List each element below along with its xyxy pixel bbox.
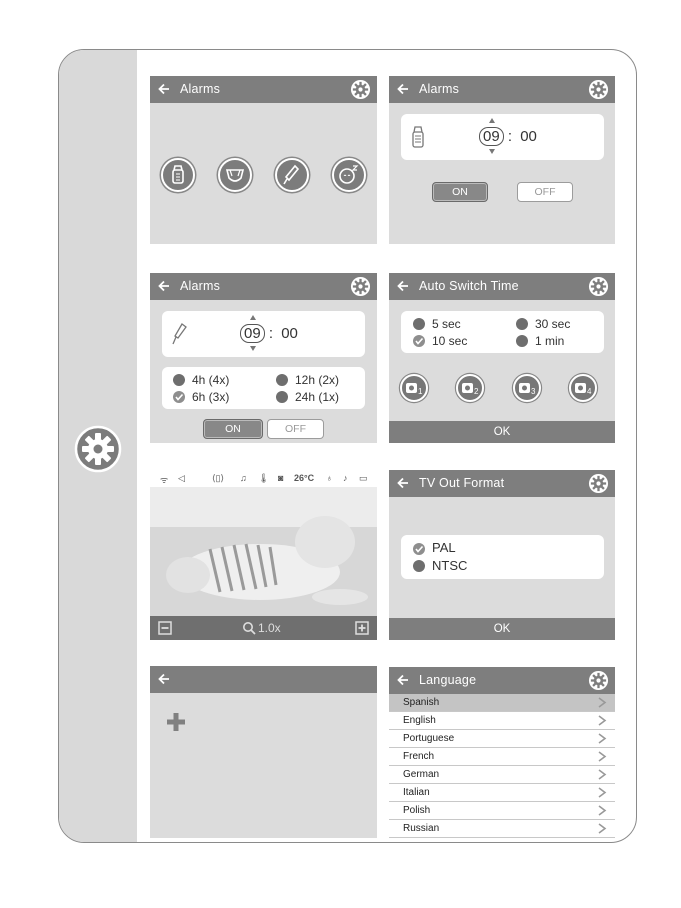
back-arrow-icon[interactable] xyxy=(396,673,410,687)
svg-text:3: 3 xyxy=(531,387,536,396)
time-panel xyxy=(162,311,365,357)
off-button[interactable]: OFF xyxy=(517,182,573,202)
language-label: Russian xyxy=(403,823,440,834)
option-label: 30 sec xyxy=(535,317,571,331)
temperature-readout: 26°C xyxy=(294,473,315,483)
option-label: 4h (4x) xyxy=(192,373,230,387)
language-label: Portuguese xyxy=(403,733,455,744)
radio-dot[interactable] xyxy=(276,374,288,386)
off-button[interactable]: OFF xyxy=(267,419,324,439)
back-arrow-icon[interactable] xyxy=(157,279,171,293)
language-label: English xyxy=(403,715,436,726)
radio-dot[interactable] xyxy=(173,374,185,386)
light-icon: ♁ xyxy=(326,473,333,483)
option-label: 5 sec xyxy=(432,317,461,331)
language-label: German xyxy=(403,769,440,780)
language-item-german[interactable] xyxy=(389,766,615,784)
zoom-bar xyxy=(150,616,377,640)
screen-title: Alarms xyxy=(419,82,460,96)
sleep-icon[interactable] xyxy=(332,158,366,192)
camera-1-button[interactable] xyxy=(400,374,428,402)
ok-button[interactable]: OK xyxy=(389,618,615,640)
time-separator: : xyxy=(507,128,513,145)
alarms-screen xyxy=(150,76,377,244)
screen-title: Language xyxy=(419,673,477,687)
temp-alert-icon: 🌡 xyxy=(258,473,270,483)
radio-dot[interactable] xyxy=(516,318,528,330)
back-arrow-icon[interactable] xyxy=(396,82,410,96)
interval-panel xyxy=(401,311,604,353)
ok-button[interactable]: OK xyxy=(389,421,615,443)
language-item-english[interactable] xyxy=(389,712,615,730)
screen-title: Auto Switch Time xyxy=(419,279,519,293)
mute-icon: ◁ xyxy=(178,473,185,483)
option-label: 24h (1x) xyxy=(295,390,340,404)
check-icon xyxy=(173,391,185,403)
chevron-right-icon xyxy=(597,697,607,708)
magnifier-icon xyxy=(242,621,256,635)
screen-title: TV Out Format xyxy=(419,476,505,490)
bottle-icon[interactable] xyxy=(161,158,195,192)
screen-header xyxy=(389,667,615,694)
section-rail xyxy=(59,50,137,842)
svg-text:4: 4 xyxy=(587,387,592,396)
language-item-italian[interactable] xyxy=(389,784,615,802)
gear-icon[interactable] xyxy=(588,276,609,297)
wifi-icon: ᯤ xyxy=(160,475,169,485)
back-arrow-icon[interactable] xyxy=(157,82,171,96)
option-label: 12h (2x) xyxy=(295,373,340,387)
bottle-icon xyxy=(411,126,425,148)
bottle-alarm-screen xyxy=(389,76,615,244)
zoom-in-icon[interactable] xyxy=(355,621,369,635)
checked-radio[interactable] xyxy=(173,391,185,403)
medicine-alarm-screen xyxy=(150,273,377,443)
radio-dot[interactable] xyxy=(413,560,425,572)
on-button[interactable]: ON xyxy=(432,182,488,202)
alarm-time xyxy=(479,127,537,146)
lullaby-icon: ♪ xyxy=(343,473,348,483)
music-icon: ♫ xyxy=(240,473,247,483)
option-label: 10 sec xyxy=(432,334,468,348)
camera-icon xyxy=(572,377,594,399)
language-item-polish[interactable] xyxy=(389,802,615,820)
screen-header xyxy=(389,273,615,300)
camera-2-button[interactable] xyxy=(456,374,484,402)
on-button[interactable]: ON xyxy=(203,419,263,439)
checked-radio[interactable] xyxy=(413,335,425,347)
gear-icon[interactable] xyxy=(588,473,609,494)
screen-header xyxy=(150,273,377,300)
language-screen xyxy=(389,667,615,838)
add-icon[interactable] xyxy=(166,712,186,732)
check-icon xyxy=(413,543,425,555)
gear-icon[interactable] xyxy=(588,79,609,100)
zoom-out-icon[interactable] xyxy=(158,621,172,635)
option-label: NTSC xyxy=(432,558,468,573)
back-arrow-icon[interactable] xyxy=(157,672,171,686)
alarm-time xyxy=(240,324,298,343)
back-arrow-icon[interactable] xyxy=(396,279,410,293)
chevron-right-icon xyxy=(597,733,607,744)
vibrate-icon: ⟨▯⟩ xyxy=(212,473,224,483)
radio-dot[interactable] xyxy=(516,335,528,347)
hour-field[interactable]: 09 xyxy=(240,324,265,343)
minute-field[interactable]: 00 xyxy=(520,128,537,145)
camera-view-screen xyxy=(150,469,377,640)
screen-header xyxy=(389,76,615,103)
battery-icon: ▭ xyxy=(359,473,368,483)
camera-4-button[interactable] xyxy=(569,374,597,402)
screen-header xyxy=(389,470,615,497)
medicine-icon[interactable] xyxy=(275,158,309,192)
camera-icon xyxy=(459,377,481,399)
chevron-right-icon xyxy=(597,787,607,798)
language-item-french[interactable] xyxy=(389,748,615,766)
medicine-icon xyxy=(172,323,188,345)
camera-icon: ◙ xyxy=(278,473,284,483)
language-label: Spanish xyxy=(403,697,440,708)
svg-text:1: 1 xyxy=(418,387,423,396)
hour-field[interactable]: 09 xyxy=(479,127,504,146)
chevron-right-icon xyxy=(597,769,607,780)
checked-radio[interactable] xyxy=(413,543,425,555)
language-label: Polish xyxy=(403,805,431,816)
camera-icon xyxy=(403,377,425,399)
interval-panel xyxy=(162,367,365,409)
add-screen xyxy=(150,666,377,838)
hour-up-arrow[interactable] xyxy=(489,118,495,123)
svg-text:2: 2 xyxy=(474,387,479,396)
time-panel xyxy=(401,114,604,160)
chevron-right-icon xyxy=(597,715,607,726)
auto-switch-screen xyxy=(389,273,615,443)
screen-title: Alarms xyxy=(180,279,221,293)
check-icon xyxy=(413,335,425,347)
chevron-right-icon xyxy=(597,751,607,762)
minute-field[interactable]: 00 xyxy=(281,325,298,342)
diaper-icon[interactable] xyxy=(218,158,252,192)
baby-video-feed xyxy=(150,487,377,616)
option-label: 1 min xyxy=(535,334,565,348)
camera-3-button[interactable] xyxy=(513,374,541,402)
language-item-portuguese[interactable] xyxy=(389,730,615,748)
chevron-right-icon xyxy=(597,823,607,834)
camera-icon xyxy=(516,377,538,399)
status-bar xyxy=(150,469,377,487)
tv-out-screen xyxy=(389,470,615,640)
language-item-spanish[interactable] xyxy=(389,694,615,712)
language-label: French xyxy=(403,751,435,762)
zoom-level: 1.0x xyxy=(258,621,281,635)
option-label: PAL xyxy=(432,540,456,555)
language-item-russian[interactable] xyxy=(389,820,615,838)
radio-dot[interactable] xyxy=(276,391,288,403)
radio-dot[interactable] xyxy=(413,318,425,330)
hour-up-arrow[interactable] xyxy=(250,315,256,320)
hour-down-arrow[interactable] xyxy=(250,346,256,351)
chevron-right-icon xyxy=(597,805,607,816)
option-label: 6h (3x) xyxy=(192,390,230,404)
hour-down-arrow[interactable] xyxy=(489,149,495,154)
format-panel xyxy=(401,535,604,579)
screen-header xyxy=(150,666,377,693)
settings-gear-icon xyxy=(74,425,122,473)
language-label: Italian xyxy=(403,787,430,798)
gear-icon[interactable] xyxy=(350,79,371,100)
back-arrow-icon[interactable] xyxy=(396,476,410,490)
gear-icon[interactable] xyxy=(350,276,371,297)
screen-title: Alarms xyxy=(180,82,221,96)
gear-icon[interactable] xyxy=(588,670,609,691)
time-separator: : xyxy=(268,325,274,342)
screen-header xyxy=(150,76,377,103)
